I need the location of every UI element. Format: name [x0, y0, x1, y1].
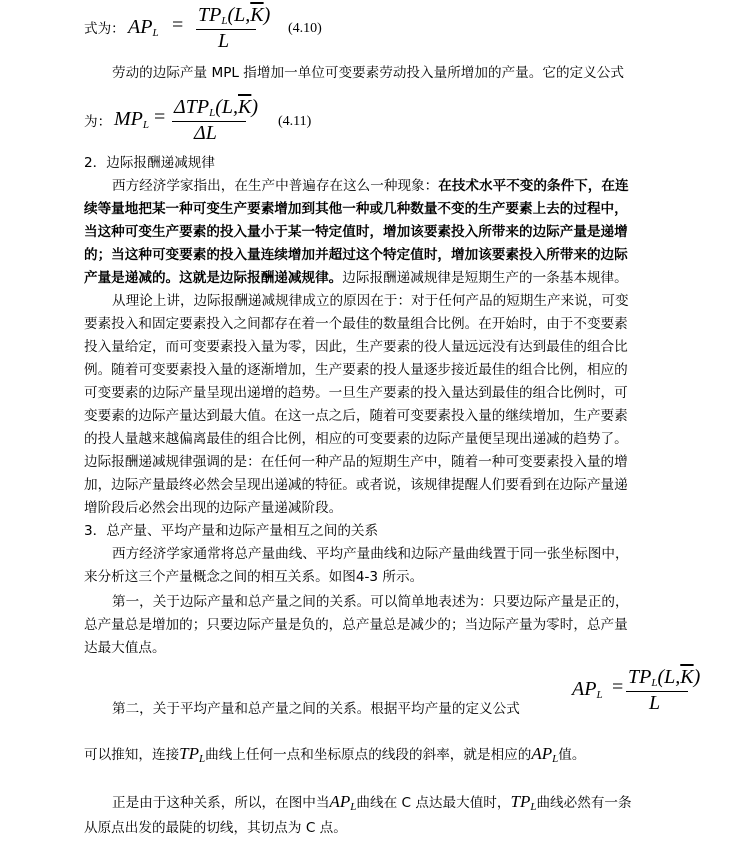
p2-line-10: 增阶段后必然会出现的边际产量递减阶段。	[84, 500, 343, 516]
p1-line-5: 产量是递减的。这就是边际报酬递减规律。边际报酬递减规律是短期生产的一条基本规律。	[84, 270, 628, 286]
p1-line-4: 的；当这种可变要素的投入量连续增加并超过这个特定值时，增加该要素投入所带来的边际	[84, 247, 628, 263]
eq410-numerator: $TP_L(L,\overline{K})$	[198, 4, 271, 27]
eq410-lhs: $AP_L$	[128, 16, 159, 39]
p3-line-2: 来分析这三个产量概念之间的相互关系。如图4-3 所示。	[84, 569, 424, 585]
p2-line-8: 边际报酬递减规律强调的是：在任何一种产品的短期生产中，随着一种可变要素投入量的增	[84, 454, 628, 470]
p5-formula-denominator: L	[649, 692, 661, 714]
eq410-prefix: 式为：	[84, 21, 125, 37]
p6-apl-symbol: $AP_L$	[531, 744, 559, 765]
p4-line-1: 第一，关于边际产量和总产量之间的关系。可以简单地表述为：只要边际产量是正的，	[112, 594, 629, 610]
p7-apl-symbol: $AP_L$	[329, 792, 357, 813]
eq410-formula: $AP_L$ = $TP_L(L,\overline{K})$ L	[128, 4, 271, 52]
eq411-formula: $MP_L$ = $\Delta TP_L(L,\overline{K})$ ΔL	[114, 96, 259, 144]
eq410-number: (4.10)	[288, 21, 322, 36]
eq411-denominator: ΔL	[194, 122, 217, 144]
eq411-prefix: 为：	[84, 114, 112, 130]
eq410-denominator: L	[218, 30, 230, 52]
p2-line-2: 要素投入和固定要素投入之间都存在着一个最佳的数量组合比例。在开始时，由于不变要素	[84, 316, 628, 332]
p5-text: 第二，关于平均产量和总产量之间的关系。根据平均产量的定义公式	[112, 701, 520, 717]
p1-line-2: 续等量地把某一种可变生产要素增加到其他一种或几种数量不变的生产要素上去的过程中，	[84, 201, 628, 217]
p2-line-4: 例。随着可变要素投入量的逐渐增加，生产要素的投人量逐步接近最佳的组合比例，相应的	[84, 362, 628, 378]
section-3-heading: 3．总产量、平均产量和边际产量相互之间的关系	[84, 523, 379, 539]
p2-line-9: 加，边际产量最终必然会呈现出递减的特征。或者说，该规律提醒人们要看到在边际产量递	[84, 477, 628, 493]
eq411-number: (4.11)	[278, 114, 312, 129]
p2-line-1: 从理论上讲，边际报酬递减规律成立的原因在于：对于任何产品的短期生产来说，可变	[112, 293, 629, 309]
p6-tpl-symbol: $TP_L$	[179, 744, 206, 765]
p2-line-7: 的投人量越来越偏离最佳的组合比例，相应的可变要素的边际产量便呈现出递减的趋势了。	[84, 431, 628, 447]
p2-line-3: 投入量给定，而可变要素投入量为零，因此，生产要素的役人量远远没有达到最佳的组合比	[84, 339, 628, 355]
p7-line-2: 从原点出发的最陡的切线，其切点为 C 点。	[84, 820, 347, 836]
p4-line-3: 达最大值点。	[84, 640, 166, 656]
p7-tpl-symbol: $TP_L$	[510, 792, 537, 813]
mpl-definition: 劳动的边际产量 MPL 指增加一单位可变要素劳动投入量所增加的产量。它的定义公式	[112, 65, 624, 81]
p2-line-5: 可变要素的边际产量呈现出递增的趋势。一旦生产要素的投入量达到最佳的组合比例时，可	[84, 385, 628, 401]
p1-line-1: 西方经济学家指出，在生产中普遍存在这么一种现象：在技术水平不变的条件下，在连	[112, 178, 629, 194]
eq411-lhs: $MP_L$	[114, 108, 150, 131]
p7-line-1: 正是由于这种关系，所以，在图中当$AP_L$曲线在 C 点达最大值时，$TP_L$曲线必然有一条	[112, 792, 632, 813]
p3-line-1: 西方经济学家通常将总产量曲线、平均产量曲线和边际产量曲线置于同一张坐标图中，	[112, 546, 629, 562]
p1-line-3: 当这种可变生产要素的投入量小于某一特定值时，增加该要素投入所带来的边际产量是递增	[84, 224, 628, 240]
eq411-numerator: $\Delta TP_L(L,\overline{K})$	[174, 96, 259, 119]
section-2-heading: 2．边际报酬递减规律	[84, 155, 215, 171]
p5-formula: $AP_L$ = $TP_L(L,\overline{K})$ L	[572, 666, 701, 714]
p5-formula-lhs: $AP_L$	[572, 678, 603, 701]
p5-formula-numerator: $TP_L(L,\overline{K})$	[628, 666, 701, 689]
p2-line-6: 变要素的边际产量达到最大值。在这一点之后，随着可变要素投入量的继续增加，生产要素	[84, 408, 628, 424]
p6-line: 可以推知，连接$TP_L$曲线上任何一点和坐标原点的线段的斜率，就是相应的$AP_L$值。	[84, 744, 586, 765]
p4-line-2: 总产量总是增加的；只要边际产量是负的，总产量总是减少的；当边际产量为零时，总产量	[84, 617, 628, 633]
